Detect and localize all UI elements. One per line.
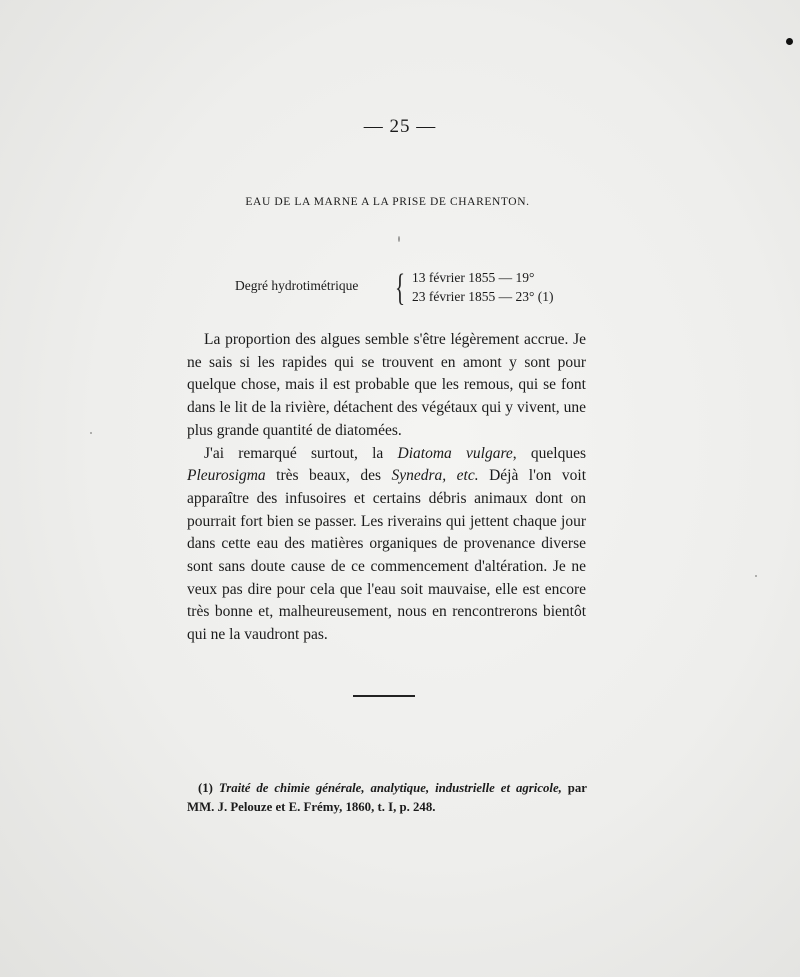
hydrotimetric-measurements [235, 267, 595, 310]
footnote-separator [353, 695, 415, 697]
footnote-title: Traité de chimie générale, analytique, industrielle et agricole, [218, 781, 562, 795]
brace-icon: { [395, 267, 406, 309]
ink-dot [786, 38, 793, 45]
measurement-line-1: 13 février 1855 — 19° [412, 270, 535, 285]
body-text [187, 329, 586, 647]
paragraph-2-part-a: J'ai remarqué surtout, la [204, 444, 398, 462]
footnote [187, 779, 587, 817]
paragraph-2-part-g: Déjà l'on voit apparaître des infusoires et certains débris animaux dont on pourrait fort bien se passer. Les riverains qui jettent chaque jour dans cette eau des matières organiques de provenance diverse sont sans doute cause de ce commencement d'altération. Je ne veux pas dire pour cela que l'eau soit mauvaise, elle est encore très bonne et, malheureusement, nous en rencontrerons bientôt qui ne la vaudront pas. [187, 467, 586, 644]
paper-speck [90, 432, 92, 434]
taxon-diatoma: Diatoma vulgare [397, 444, 513, 462]
paragraph-2-part-c: , quelques [512, 444, 586, 462]
page-number: — 25 — [363, 116, 437, 137]
measurement-line-2: 23 février 1855 — 23° (1) [412, 289, 554, 304]
footnote-marker: (1) [198, 781, 219, 795]
section-title: EAU DE LA MARNE A LA PRISE DE CHARENTON. [245, 196, 530, 208]
paragraph-2 [187, 443, 586, 647]
hydrotimetric-label: Degré hydrotimétrique [235, 278, 359, 293]
footnote-citation: par MM. J. Pelouze et E. Frémy, 1860, t. I, p. 248. [187, 781, 587, 814]
taxon-synedra: Synedra, etc. [391, 467, 479, 485]
paper-speck [755, 575, 757, 577]
paper-speck [398, 236, 400, 242]
paragraph-2-part-e: très beaux, des [265, 467, 392, 485]
taxon-pleurosigma: Pleurosigma [187, 467, 266, 485]
paragraph-1: La proportion des algues semble s'être légèrement accrue. Je ne sais si les rapides qui se trouvent en amont y sont pour quelque chose, mais il est probable que les remous, qui se font dans le lit de la rivière, détachent des végétaux qui y vivent, une plus grande quantité de diatomées. [187, 331, 586, 439]
